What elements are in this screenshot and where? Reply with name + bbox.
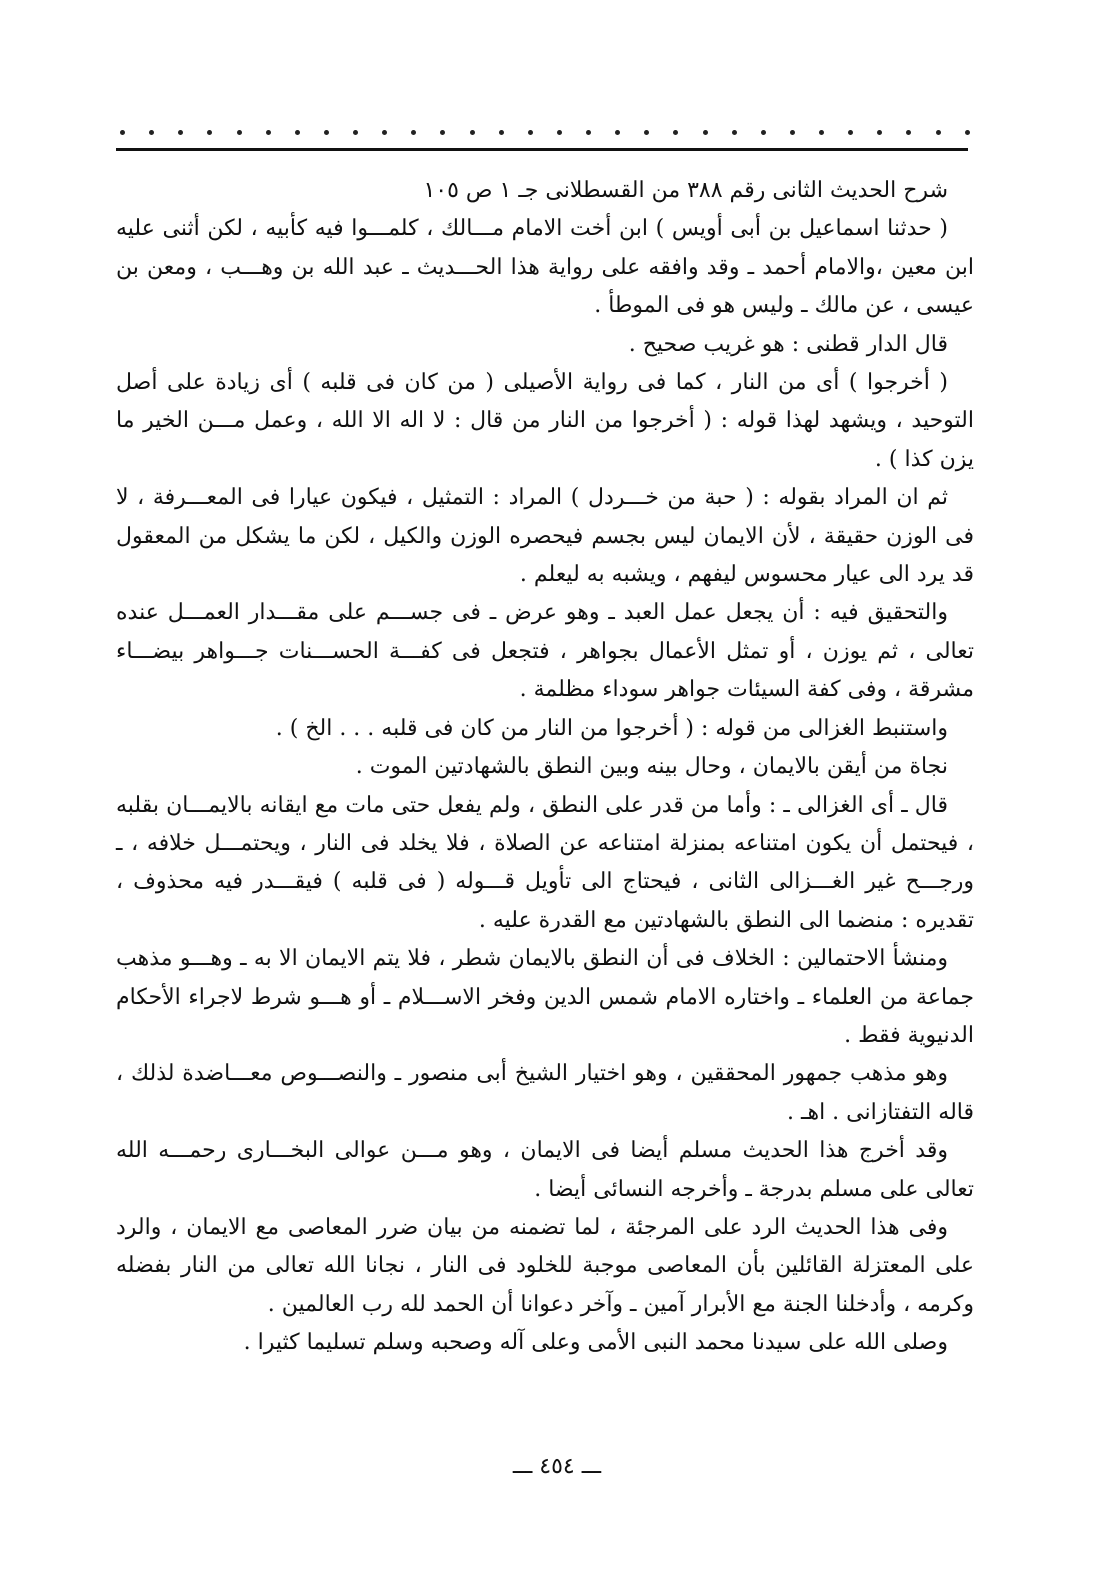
paragraph: قال الدار قطنى : هو غريب صحيح . — [628, 331, 948, 357]
paragraph: شرح الحديث الثانى رقم ٣٨٨ من القسطلانى جـ ١ ص ١٠٥ — [423, 178, 948, 203]
body-text — [116, 172, 974, 1363]
paragraph: وصلى الله على سيدنا محمد النبى الأمى وعلى آله وصحبه وسلم تسليما كثيرا . — [243, 1330, 948, 1356]
paragraph: قال ـ أى الغزالى ـ : وأما من قدر على النطق ، ولم يفعل حتى مات مع ايقانه بالايمـــان بقلبه ، فيحتمل أن يكون امتناعه بمنزلة امتناعه عن الصلاة ، فلا يخلد فى النار ، ويحتمـــل خلافه ، ـ ورجـــح غير الغـــزالى الثانى ، فيحتاج الى تأويل قـــوله ( فى قلبه ) فيقـــدر فيه محذوف ، تقديره : منضما الى النطق بالشهادتين مع القدرة عليه . — [116, 792, 974, 933]
header-dot-ornament — [120, 122, 970, 142]
paragraph: نجاة من أيقن بالايمان ، وحال بينه وبين النطق بالشهادتين الموت . — [355, 754, 948, 780]
paragraph: وفى هذا الحديث الرد على المرجئة ، لما تضمنه من بيان ضرر المعاصى مع الايمان ، والرد على المعتزلة القائلين بأن المعاصى موجبة للخلود فى النار ، نجانا الله تعالى من النار بفضله وكرمه ، وأدخلنا الجنة مع الأبرار آمين ـ وآخر دعوانا أن الحمد لله رب العالمين . — [116, 1214, 974, 1317]
paragraph: واستنبط الغزالى من قوله : ( أخرجوا من النار من كان فى قلبه . . . الخ ) . — [275, 715, 948, 741]
paragraph: ( أخرجوا ) أى من النار ، كما فى رواية الأصيلى ( من كان فى قلبه ) أى زيادة على أصل التوحيد ، ويشهد لهذا قوله : ( أخرجوا من النار من قال : لا اله الا الله ، وعمل مـــن الخير ما يزن كذا ) . — [116, 370, 974, 472]
paragraph: والتحقيق فيه : أن يجعل عمل العبد ـ وهو عرض ـ فى جســـم على مقـــدار العمـــل عنده تعالى ، ثم يوزن ، أو تمثل الأعمال بجواهر ، فتجعل فى كفـــة الحســـنات جـــواهر بيضـــاء مشرقة ، وفى كفة السيئات جواهر سوداء مظلمة . — [116, 600, 974, 703]
header-rule — [116, 148, 968, 151]
paragraph: ( حدثنا اسماعيل بن أبى أويس ) ابن أخت الامام مـــالك ، كلمـــوا فيه كأبيه ، لكن أثنى عليه ابن معين ،والامام أحمد ـ وقد وافقه على رواية هذا الحـــديث ـ عبد الله بن وهـــب ، ومعن بن عيسى ، عن مالك ـ وليس هو فى الموطأ . — [116, 216, 974, 319]
paragraph: ومنشأ الاحتمالين : الخلاف فى أن النطق بالايمان شطر ، فلا يتم الايمان الا به ـ وهـــو مذهب جماعة من العلماء ـ واختاره الامام شمس الدين وفخر الاســـلام ـ أو هـــو شرط لاجراء الأحكام الدنيوية فقط . — [116, 946, 974, 1048]
paragraph: ثم ان المراد بقوله : ( حبة من خـــردل ) المراد : التمثيل ، فيكون عيارا فى المعـــرفة ، لا فى الوزن حقيقة ، لأن الايمان ليس بجسم فيحصره الوزن والكيل ، لكن ما يشكل من المعقول قد يرد الى عيار محسوس ليفهم ، ويشبه به ليعلم . — [116, 485, 974, 588]
paragraph: وقد أخرج هذا الحديث مسلم أيضا فى الايمان ، وهو مـــن عوالى البخـــارى رحمـــه الله تعالى على مسلم بدرجة ـ وأخرجه النسائى أيضا . — [116, 1138, 974, 1202]
paragraph: وهو مذهب جمهور المحققين ، وهو اختيار الشيخ أبى منصور ـ والنصـــوص معـــاضدة لذلك ، قاله التفتازانى . اهـ . — [116, 1061, 974, 1125]
page-number: ـــ ٤٥٤ ـــ — [512, 1454, 602, 1479]
